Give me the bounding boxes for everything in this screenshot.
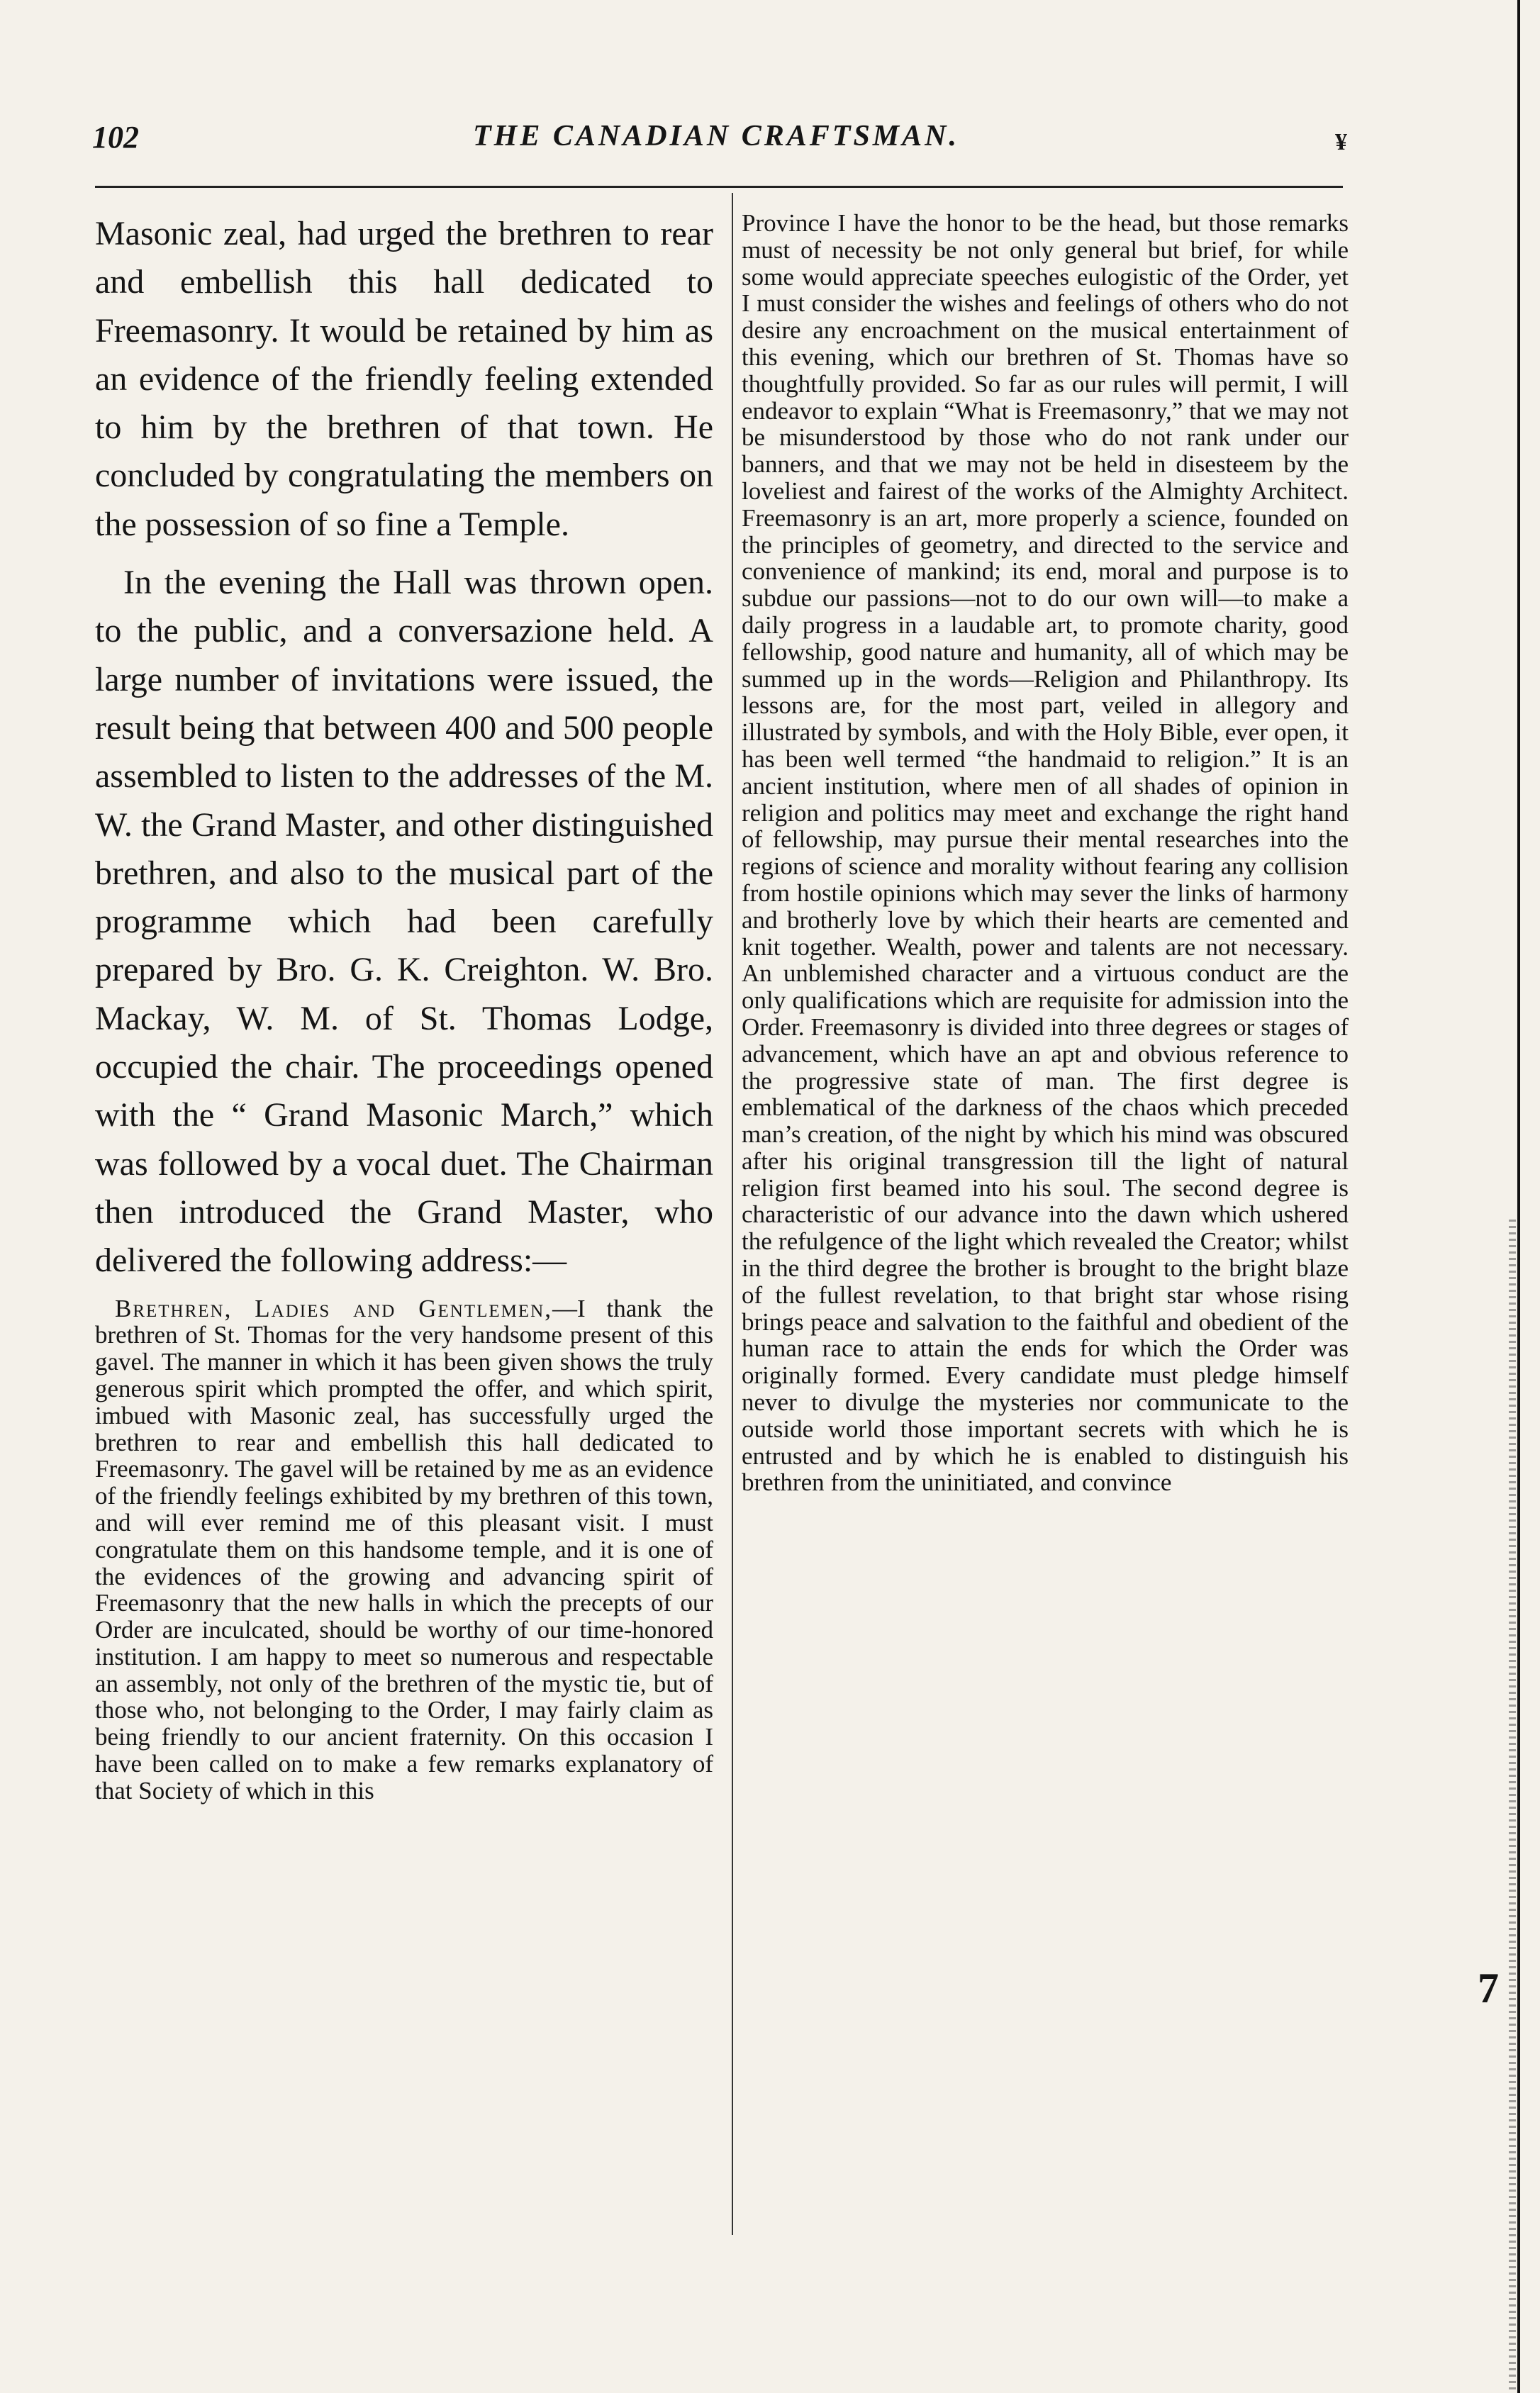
page-header: [92, 119, 1347, 169]
right-paragraph-1: Province I have the honor to be the head, but those remarks must of necessity be not only general but brief, for while some would appreciate speeches eulogistic of the Order, yet I must consider the wishes and feelings of others who do not desire any encroachment on the musical entertainment of this evening, which our brethren of St. Thomas have so thoughtfully provided. So far as our rules will permit, I will endeavor to explain “What is Freemasonry,” that we may not be misunderstood by those who do not rank under our banners, and that we may not be held in disesteem by the loveliest and fairest of the works of the Almighty Architect. Freemasonry is an art, more properly a science, founded on the principles of geometry, and directed to the service and convenience of mankind; its end, moral and purpose is to subdue our passions—not to do our own will—to make a daily progress in a laudable art, to promote charity, good fellowship, good nature and humanity, all of which may be summed up in the words—Religion and Philanthropy. Its lessons are, for the most part, veiled in allegory and illustrated by symbols, and with the Holy Bible, ever open, it has been well termed “the handmaid to religion.” It is an ancient institution, where men of all shades of opinion in religion and politics may meet and exchange the right hand of fellowship, may pursue their mental researches into the regions of science and morality without fearing any collision from hostile opinions which may sever the links of harmony and brotherly love by which their hearts are cemented and knit together. Wealth, power and talents are not necessary. An unblemished character and a virtuous conduct are the only qualifications which are requisite for admission into the Order. Freemasonry is divided into three degrees or stages of advancement, which have an apt and obvious reference to the progressive state of man. The first degree is emblematical of the darkness of the chaos which preceded man’s creation, of the night by which his mind was obscured after his original transgression till the light of natural religion first beamed into his soul. The second degree is characteristic of our advance into the dawn which ushered the refulgence of the light which revealed the Creator; whilst in the third degree the brother is brought to the bright blaze of the fullest revelation, to that bright star whose rising brings peace and salvation to the faithful and obedient of the human race to attain the ends for which the Order was originally formed. Every candidate must pledge himself never to divulge the mysteries nor communicate to the outside world those important secrets with which he is entrusted and by which he is enabled to distinguish his brethren from the uninitiated, and convince: [742, 209, 1349, 1497]
left-paragraph-1: Masonic zeal, had urged the brethren to rear and embellish this hall dedicated to Freemasonry. It would be retained by him as an evidence of the friendly feeling extended to him by the brethren of that town. He concluded by congratulating the members on the possession of so fine a Temple.: [95, 215, 713, 543]
right-column: [742, 210, 1349, 1496]
margin-mark: 7: [1478, 1965, 1499, 2012]
scan-edge-strip: [1509, 1220, 1516, 2393]
corner-mark: ¥: [1335, 129, 1347, 155]
column-divider: [732, 193, 733, 2235]
address-paragraph: [95, 1295, 713, 1804]
left-column: [95, 210, 713, 1804]
running-title: THE CANADIAN CRAFTSMAN.: [473, 120, 959, 152]
scan-edge-line: [1517, 0, 1520, 2393]
header-rule: [95, 186, 1343, 188]
page-number: 102: [92, 120, 139, 155]
address-salutation: Brethren, Ladies and Gentlemen,: [115, 1294, 552, 1322]
left-paragraph-2: In the evening the Hall was thrown open. to the public, and a conversazione held. A large number of invitations were issued, the result being that between 400 and 500 people assembled to listen to the addresses of the M. W. the Grand Master, and other distinguished brethren, and also to the musical part of the programme which had been carefully prepared by Bro. G. K. Creighton. W. Bro. Mackay, W. M. of St. Thomas Lodge, occupied the chair. The proceedings opened with the “ Grand Masonic March,” which was followed by a vocal duet. The Chairman then introduced the Grand Master, who delivered the following address:—: [95, 564, 713, 1280]
address-text: —I thank the brethren of St. Thomas for the very handsome present of this gavel. The manner in which it has been given shows the truly generous spirit which prompted the offer, and which spirit, imbued with Masonic zeal, has successfully urged the brethren to rear and embellish this hall dedicated to Freemasonry. The gavel will be retained by me as an evidence of the friendly feelings exhibited by my brethren of this town, and will ever remind me of this pleasant visit. I must congratulate them on this handsome temple, and it is one of the evidences of the growing and advancing spirit of Freemasonry that the new halls in which the precepts of our Order are inculcated, should be worthy of our time-honored institution. I am happy to meet so numerous and respectable an assembly, not only of the brethren of the mystic tie, but of those who, not belonging to the Order, I may fairly claim as being friendly to our ancient fraternity. On this occasion I have been called on to make a few remarks explanatory of that Society of which in this: [95, 1294, 713, 1804]
